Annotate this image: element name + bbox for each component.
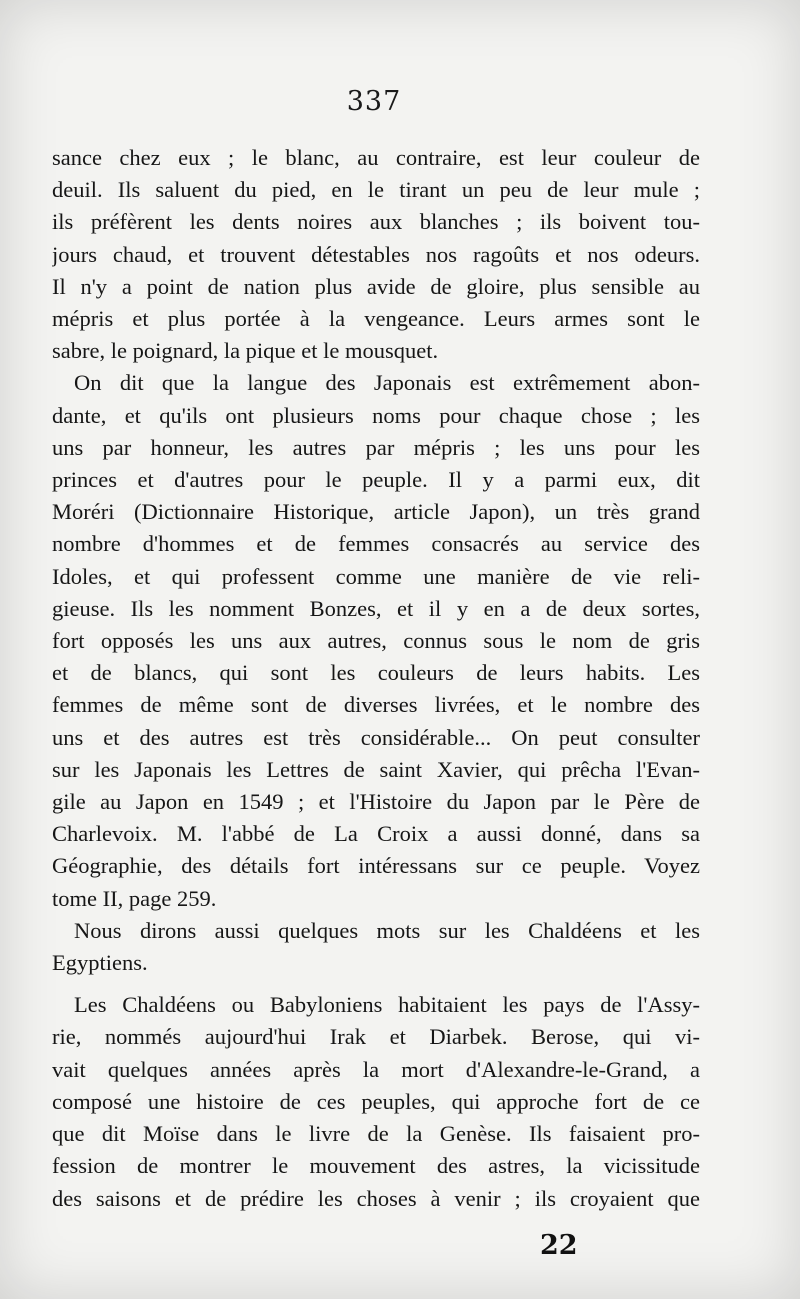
text-line: mépris et plus portée à la vengeance. Leurs armes sont le <box>52 306 700 332</box>
text-line: que dit Moïse dans le livre de la Genèse. Ils faisaient pro- <box>52 1121 700 1147</box>
text-line: fession de montrer le mouvement des astres, la vicissitude <box>52 1153 700 1179</box>
text-line: rie, nommés aujourd'hui Irak et Diarbek. Berose, qui vi- <box>52 1024 700 1050</box>
text-line: princes et d'autres pour le peuple. Il y a parmi eux, dit <box>52 467 700 493</box>
text-line: Moréri (Dictionnaire Historique, article Japon), un très grand <box>52 499 700 525</box>
text-line: deuil. Ils saluent du pied, en le tirant un peu de leur mule ; <box>52 177 700 203</box>
text-line: sance chez eux ; le blanc, au contraire, est leur couleur de <box>52 145 700 170</box>
paragraph-3 <box>52 915 700 979</box>
text-line: femmes de même sont de diverses livrées, et le nombre des <box>52 692 700 718</box>
body-text <box>52 142 700 1215</box>
paragraph-1 <box>52 142 700 367</box>
text-line: et de blancs, qui sont les couleurs de leurs habits. Les <box>52 660 700 686</box>
text-line: composé une histoire de ces peuples, qui approche fort de ce <box>52 1088 700 1114</box>
text-line: Les Chaldéens ou Babyloniens habitaient les pays de l'Assy- <box>74 992 700 1018</box>
text-line: ils préfèrent les dents noires aux blanches ; ils boivent tou- <box>52 209 700 235</box>
text-line: On dit que la langue des Japonais est extrêmement abon- <box>74 370 700 396</box>
text-line: gieuse. Ils les nomment Bonzes, et il y en a de deux sortes, <box>52 595 700 621</box>
paragraph-4 <box>52 989 700 1214</box>
text-line: Nous dirons aussi quelques mots sur les Chaldéens et les <box>74 917 700 943</box>
signature-mark: 22 <box>540 1230 578 1261</box>
paragraph-gap <box>52 979 700 989</box>
text-line: Il n'y a point de nation plus avide de gloire, plus sensible au <box>52 273 700 299</box>
text-line: vait quelques années après la mort d'Alexandre-le-Grand, a <box>52 1056 700 1082</box>
text-line: des saisons et de prédire les choses à venir ; ils croyaient que <box>52 1185 700 1211</box>
page-number: 337 <box>346 86 402 117</box>
text-line: Charlevoix. M. l'abbé de La Croix a aussi donné, dans sa <box>52 821 700 847</box>
text-line: Géographie, des détails fort intéressans sur ce peuple. Voyez <box>52 853 700 879</box>
text-line: uns par honneur, les autres par mépris ; les uns pour les <box>52 434 700 460</box>
text-line: gile au Japon en 1549 ; et l'Histoire du Japon par le Père de <box>52 789 700 815</box>
text-line: fort opposés les uns aux autres, connus sous le nom de gris <box>52 628 700 654</box>
text-line: sur les Japonais les Lettres de saint Xavier, qui prêcha l'Evan- <box>52 756 700 782</box>
text-line: dante, et qu'ils ont plusieurs noms pour chaque chose ; les <box>52 402 700 428</box>
text-line: Idoles, et qui professent comme une manière de vie reli- <box>52 563 700 589</box>
text-line: nombre d'hommes et de femmes consacrés au service des <box>52 531 700 557</box>
text-line: sabre, le poignard, la pique et le mousquet. <box>52 338 439 364</box>
text-line: uns et des autres est très considérable... On peut consulter <box>52 724 700 750</box>
text-line: tome II, page 259. <box>52 885 217 911</box>
paragraph-2 <box>52 367 700 914</box>
text-line: jours chaud, et trouvent détestables nos ragoûts et nos odeurs. <box>52 241 700 267</box>
text-line: Egyptiens. <box>52 950 148 976</box>
